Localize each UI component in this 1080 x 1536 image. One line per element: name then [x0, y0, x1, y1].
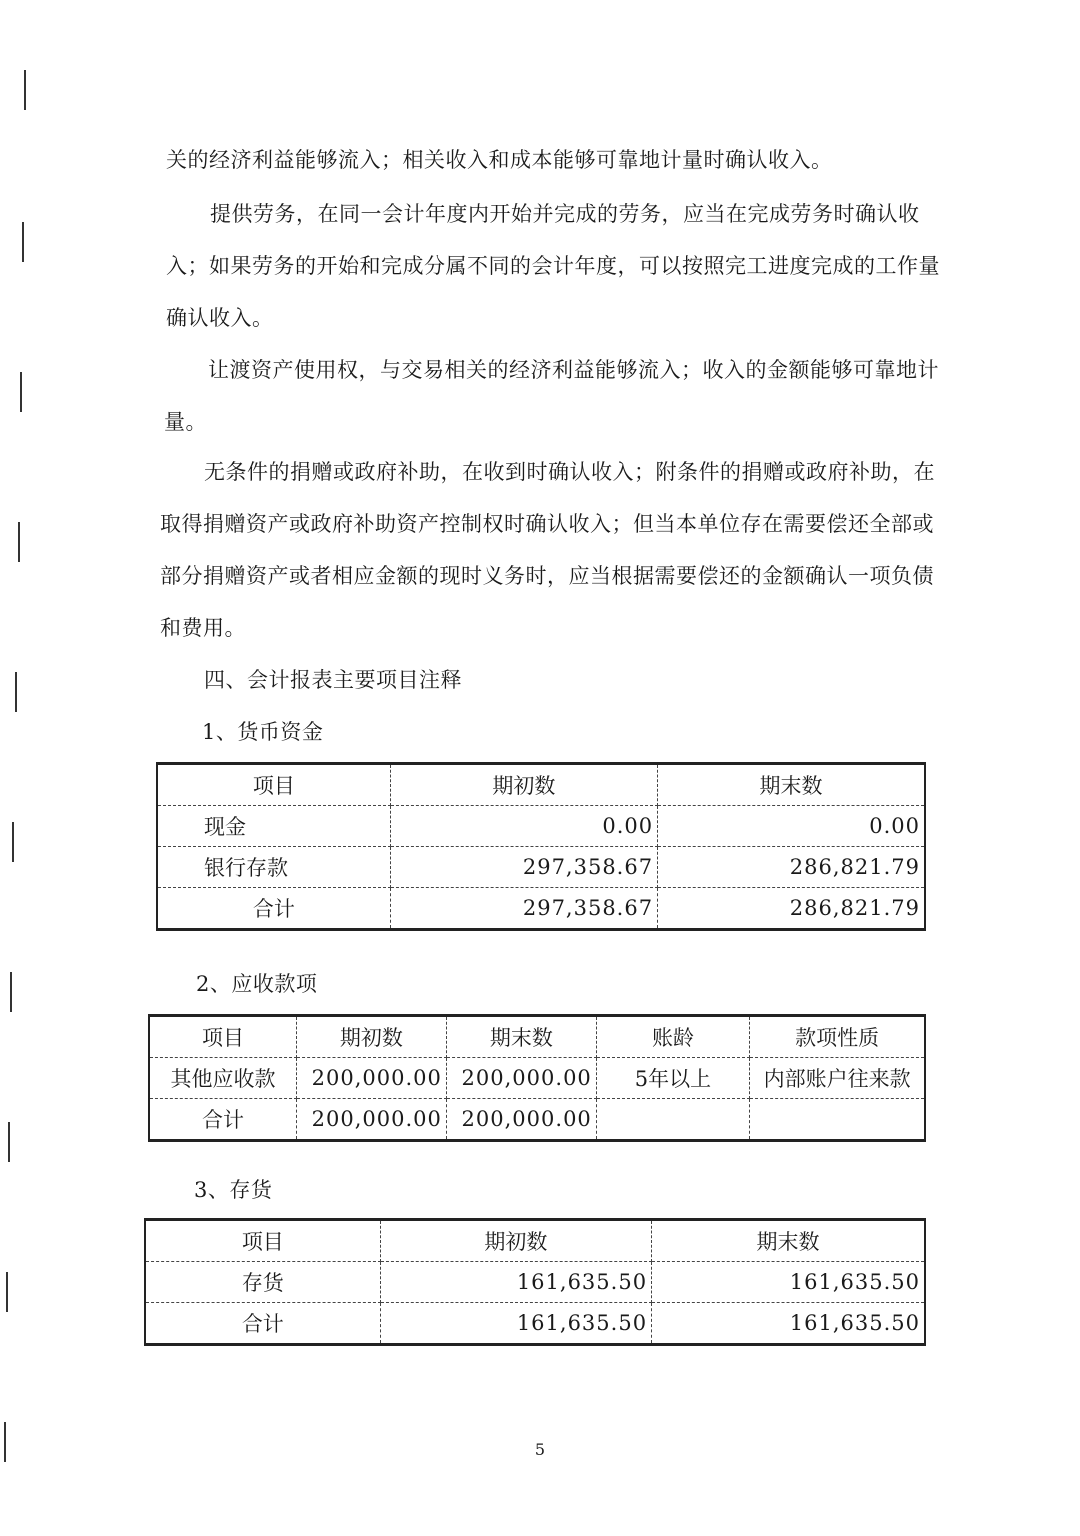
table3-title: 3、存货 [194, 1178, 273, 1202]
table-header-row [149, 1016, 925, 1058]
closing-value: 200,000.00 [446, 1058, 596, 1099]
table-header-row [145, 1220, 925, 1262]
table-row [157, 888, 925, 930]
header-closing: 期末数 [652, 1220, 925, 1262]
binding-mark [10, 972, 12, 1012]
header-nature: 款项性质 [750, 1016, 925, 1058]
opening-value: 297,358.67 [390, 888, 657, 930]
header-opening: 期初数 [390, 764, 657, 806]
binding-mark [22, 222, 24, 262]
closing-value: 286,821.79 [658, 847, 925, 888]
table-header-row [157, 764, 925, 806]
aging-value [596, 1099, 749, 1141]
section-heading: 四、会计报表主要项目注释 [204, 668, 462, 692]
paragraph-asset-use-rights: 让渡资产使用权，与交易相关的经济利益能够流入；收入的金额能够可靠地计量。 [164, 358, 939, 434]
header-item: 项目 [149, 1016, 296, 1058]
binding-mark [24, 70, 26, 110]
binding-mark [18, 522, 20, 562]
row-label: 合计 [145, 1303, 380, 1345]
binding-mark [12, 822, 14, 862]
binding-mark [6, 1272, 8, 1312]
paragraph-donations-subsidies: 无条件的捐赠或政府补助，在收到时确认收入；附条件的捐赠或政府补助，在取得捐赠资产或政府补助资产控制权时确认收入；但当本单位存在需要偿还全部或部分捐赠资产或者相应金额的现时义务时，应当根据需要偿还的金额确认一项负债和费用。 [160, 460, 935, 640]
binding-mark [20, 372, 22, 412]
opening-value: 200,000.00 [296, 1099, 446, 1141]
closing-value: 0.00 [658, 806, 925, 847]
table-row [145, 1303, 925, 1345]
table-row [149, 1099, 925, 1141]
table-row [145, 1262, 925, 1303]
nature-value [750, 1099, 925, 1141]
closing-value: 286,821.79 [658, 888, 925, 930]
closing-value: 161,635.50 [652, 1303, 925, 1345]
nature-value: 内部账户往来款 [750, 1058, 925, 1099]
header-closing: 期末数 [658, 764, 925, 806]
receivables-table [148, 1014, 926, 1142]
table-row [157, 847, 925, 888]
cash-table [156, 762, 926, 931]
table2-title: 2、应收款项 [196, 972, 318, 996]
opening-value: 161,635.50 [380, 1262, 651, 1303]
row-label: 现金 [157, 806, 390, 847]
table1-title: 1、货币资金 [202, 720, 324, 744]
paragraph-revenue-recognition-end: 关的经济利益能够流入；相关收入和成本能够可靠地计量时确认收入。 [166, 148, 833, 172]
paragraph-services: 提供劳务，在同一会计年度内开始并完成的劳务，应当在完成劳务时确认收入；如果劳务的开始和完成分属不同的会计年度，可以按照完工进度完成的工作量确认收入。 [166, 202, 940, 330]
header-opening: 期初数 [380, 1220, 651, 1262]
row-label: 其他应收款 [149, 1058, 296, 1099]
opening-value: 161,635.50 [380, 1303, 651, 1345]
header-opening: 期初数 [296, 1016, 446, 1058]
row-label: 合计 [157, 888, 390, 930]
table-row [157, 806, 925, 847]
closing-value: 200,000.00 [446, 1099, 596, 1141]
row-label: 合计 [149, 1099, 296, 1141]
binding-mark [8, 1122, 10, 1162]
opening-value: 200,000.00 [296, 1058, 446, 1099]
header-item: 项目 [145, 1220, 380, 1262]
opening-value: 0.00 [390, 806, 657, 847]
header-item: 项目 [157, 764, 390, 806]
inventory-table [144, 1218, 926, 1346]
row-label: 存货 [145, 1262, 380, 1303]
table-row [149, 1058, 925, 1099]
page-number: 5 [534, 1440, 546, 1459]
opening-value: 297,358.67 [390, 847, 657, 888]
binding-mark [15, 672, 17, 712]
closing-value: 161,635.50 [652, 1262, 925, 1303]
row-label: 银行存款 [157, 847, 390, 888]
header-closing: 期末数 [446, 1016, 596, 1058]
header-aging: 账龄 [596, 1016, 749, 1058]
aging-value: 5年以上 [596, 1058, 749, 1099]
